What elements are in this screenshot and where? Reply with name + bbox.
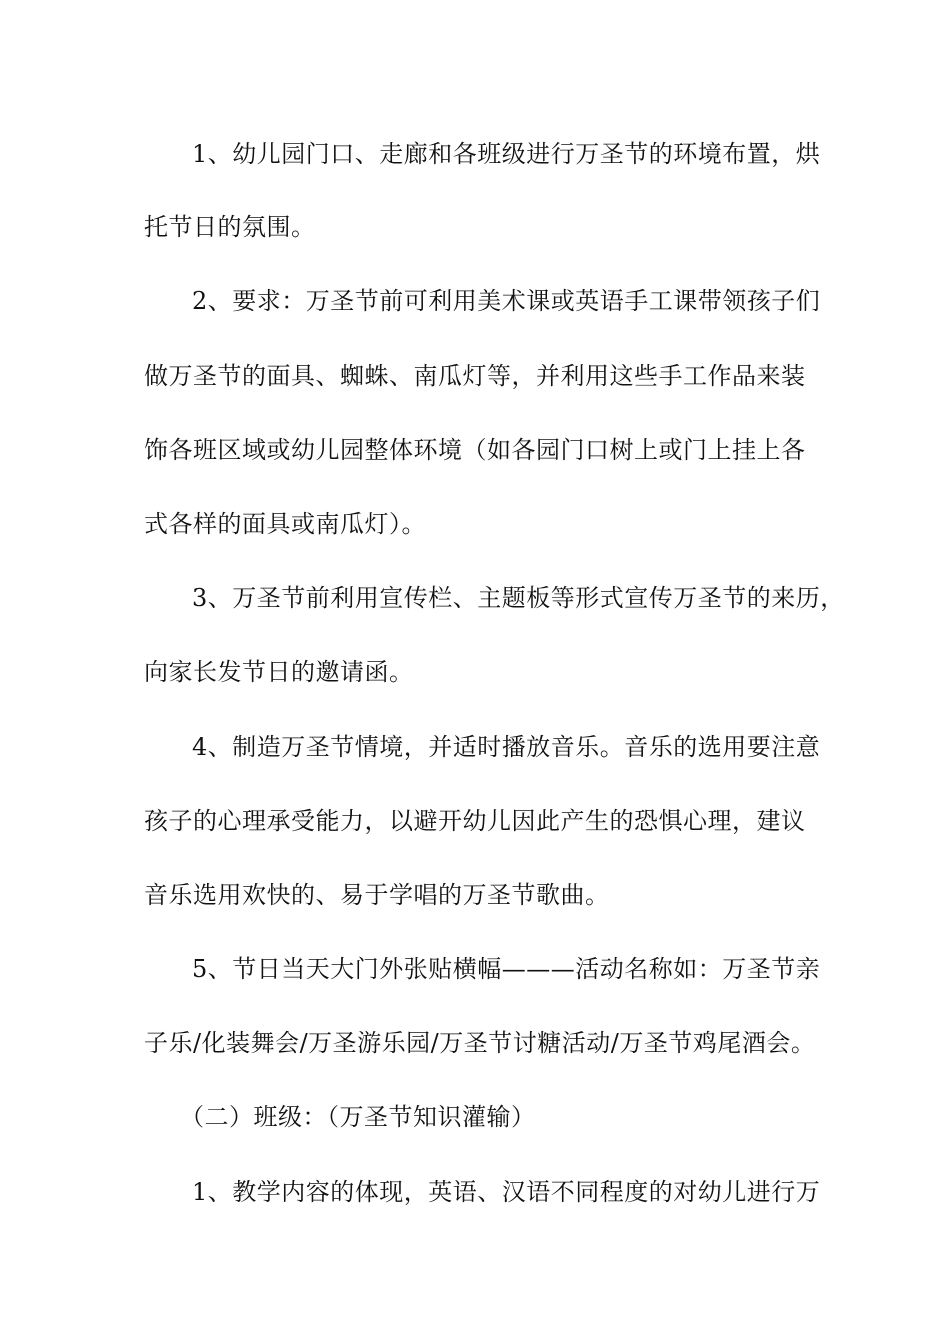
text-line: 1、教学内容的体现，英语、汉语不同程度的对幼儿进行万 [192,1178,821,1206]
text-line: 做万圣节的面具、蜘蛛、南瓜灯等，并利用这些手工作品来装 [144,362,806,390]
text-line: 4、制造万圣节情境，并适时播放音乐。音乐的选用要注意 [192,733,821,761]
text-line: 3、万圣节前利用宣传栏、主题板等形式宣传万圣节的来历， [192,584,845,612]
text-line: 饰各班区域或幼儿园整体环境（如各园门口树上或门上挂上各 [144,436,806,464]
text-line: 1、幼儿园门口、走廊和各班级进行万圣节的环境布置，烘 [192,140,821,168]
text-line: 2、要求：万圣节前可利用美术课或英语手工课带领孩子们 [192,287,821,315]
text-line: 向家长发节日的邀请函。 [144,658,414,686]
section-heading: （二）班级：（万圣节知识灌输） [180,1103,536,1131]
text-line: 音乐选用欢快的、易于学唱的万圣节歌曲。 [144,881,610,909]
text-line: 式各样的面具或南瓜灯）。 [144,510,426,538]
text-line: 子乐/化装舞会/万圣游乐园/万圣节讨糖活动/万圣节鸡尾酒会。 [144,1029,816,1057]
text-line: 托节日的氛围。 [144,213,316,241]
text-line: 孩子的心理承受能力，以避开幼儿因此产生的恐惧心理，建议 [144,807,806,835]
text-line: 5、节日当天大门外张贴横幅———活动名称如：万圣节亲 [192,955,821,983]
